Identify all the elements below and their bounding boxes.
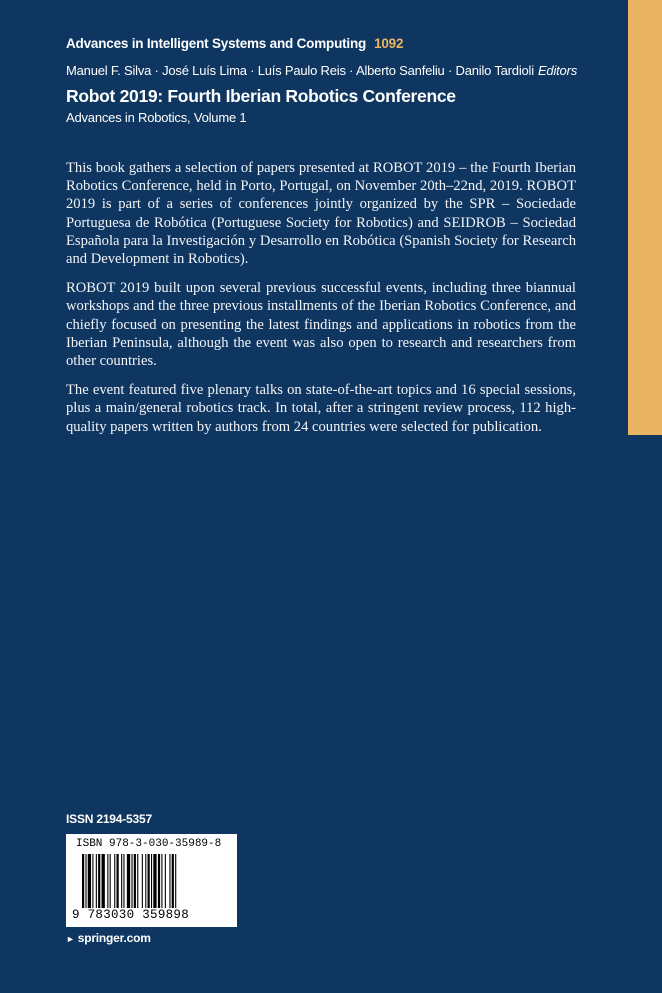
arrow-right-icon: ► [66, 934, 75, 944]
editor-names: Manuel F. Silva · José Luís Lima · Luís Paulo Reis · Alberto Sanfeliu · Danilo Tardioli [66, 63, 534, 78]
publisher-link[interactable] [66, 931, 151, 945]
isbn-barcode [66, 834, 237, 927]
barcode-bars-icon [82, 854, 222, 908]
barcode-digits: 9 783030 359898 [72, 908, 190, 922]
description-paragraph: The event featured five plenary talks on state-of-the-art topics and 16 special sessions, plus a main/general robotics track. In total, after a stringent review process, 112 high-quality papers written by authors from 24 countries were selected for publication. [66, 382, 576, 435]
editors-role: Editors [537, 63, 577, 78]
series-line [66, 36, 403, 51]
isbn-text: ISBN 978-3-030-35989-8 [76, 838, 222, 850]
book-title: Robot 2019: Fourth Iberian Robotics Conference [66, 86, 456, 106]
description-paragraph: ROBOT 2019 built upon several previous successful events, including three biannual workshops and the three previous installments of the Iberian Robotics Conference, and chiefly focused on presenting the latest findings and applications in robotics from the Iberian Peninsula, although the event was also open to research and researchers from other countries. [66, 280, 576, 370]
editors-line [66, 63, 577, 78]
publisher-url: springer.com [77, 931, 151, 945]
book-subtitle: Advances in Robotics, Volume 1 [66, 110, 247, 125]
series-name: Advances in Intelligent Systems and Computing [66, 36, 367, 51]
book-description [66, 159, 576, 447]
issn-label: ISSN 2194-5357 [66, 812, 152, 826]
accent-color-strip [628, 0, 662, 435]
series-number: 1092 [374, 36, 404, 51]
description-paragraph: This book gathers a selection of papers presented at ROBOT 2019 – the Fourth Iberian Robotics Conference, held in Porto, Portugal, on November 20th–22nd, 2019. ROBOT 2019 is part of a series of conferences jointly organized by the SPR – Sociedade Portuguesa de Robótica (Portuguese Society for Robotics) and SEIDROB – Sociedad Española para la Investigación y Desarrollo en Robótica (Spanish Society for Research and Development in Robotics). [66, 160, 576, 268]
